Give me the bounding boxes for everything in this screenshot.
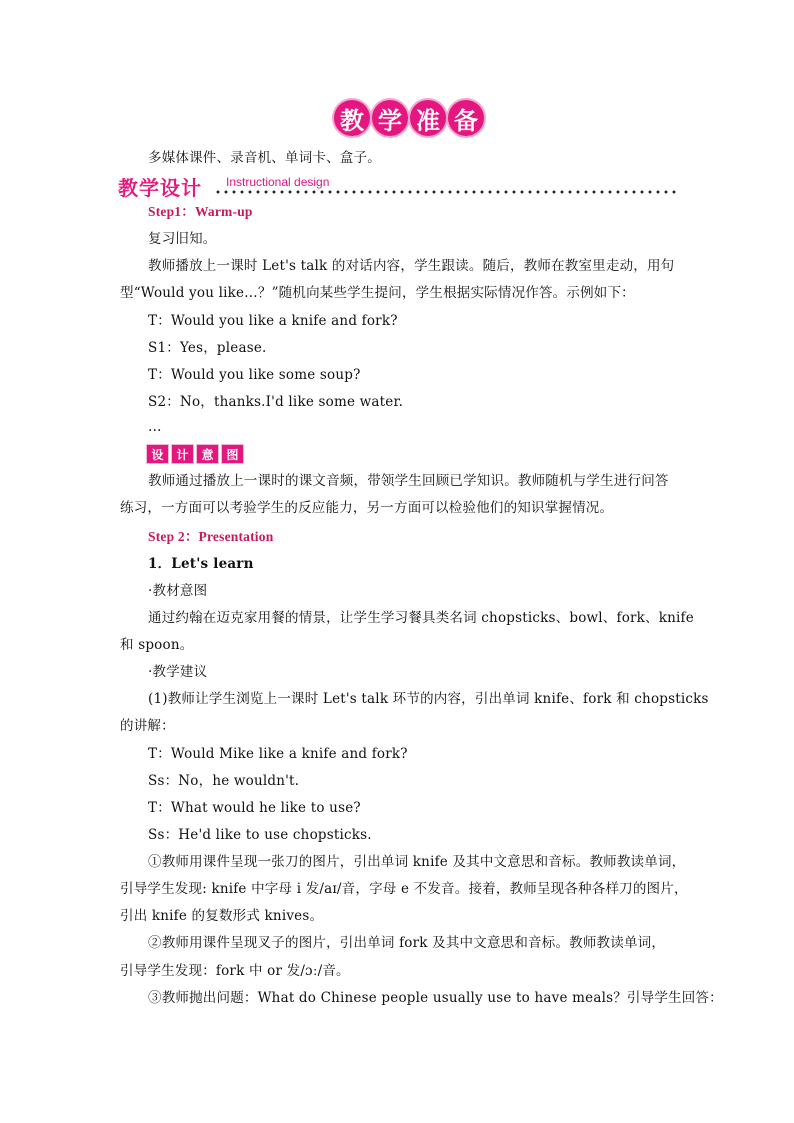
suggestion-text: (1)教师让学生浏览上一课时 Let's talk 环节的内容，引出单词 knife、fork 和 chopsticks [148, 691, 709, 707]
point-knife: ①教师用课件呈现一张刀的图片，引出单词 knife 及其中文意思和音标。教师教读单词， [148, 854, 686, 870]
dialog-line: Ss：He'd like to use chopsticks. [148, 827, 372, 843]
step1-paragraph: 型“Would you like…？”随机向某些学生提问，学生根据实际情况作答。示例如下： [120, 285, 635, 301]
dialog-ellipsis: … [148, 419, 162, 435]
title-teaching-preparation [334, 100, 484, 136]
material-intent-label: ·教材意图 [148, 583, 208, 599]
design-intent-text: 练习，一方面可以考验学生的反应能力，另一方面可以检验他们的知识掌握情况。 [120, 500, 614, 516]
dialog-line: T：What would he like to use? [148, 800, 361, 816]
section-title: 教学设计 [118, 176, 202, 200]
title-char: 备 [448, 100, 484, 136]
point-fork: 引导学生发现：fork 中 or 发/ɔː/音。 [120, 963, 350, 979]
dotted-divider [214, 190, 680, 194]
tag-char: 图 [221, 444, 244, 464]
step1-intro: 复习旧知。 [148, 231, 217, 247]
point-fork: ②教师用课件呈现叉子的图片，引出单词 fork 及其中文意思和音标。教师教读单词， [148, 935, 666, 951]
suggestion-text: 的讲解： [120, 718, 175, 734]
section-header [118, 172, 680, 200]
dialog-line: T：Would you like a knife and fork? [148, 313, 398, 329]
step1-paragraph: 教师播放上一课时 Let's talk 的对话内容，学生跟读。随后，教师在教室里走动，用句 [148, 258, 675, 274]
step1-heading: Step1：Warm-up [148, 204, 253, 219]
title-char: 教 [334, 100, 370, 136]
tag-char: 计 [171, 444, 194, 464]
dialog-line: T：Would you like some soup? [148, 367, 361, 383]
step2-subheading: 1．Let's learn [148, 556, 254, 572]
title-char: 准 [410, 100, 446, 136]
materials-text: 多媒体课件、录音机、单词卡、盒子。 [148, 150, 381, 166]
step2-heading: Step 2：Presentation [148, 529, 274, 544]
tag-char: 设 [146, 444, 169, 464]
tag-char: 意 [196, 444, 219, 464]
section-subtitle: Instructional design [226, 175, 330, 189]
dialog-line: S2：No，thanks.I'd like some water. [148, 394, 404, 410]
suggestion-label: ·教学建议 [148, 664, 208, 680]
title-char: 学 [372, 100, 408, 136]
dialog-line: Ss：No，he wouldn't. [148, 773, 300, 789]
point-question: ③教师抛出问题：What do Chinese people usually use to have meals？引导学生回答： [148, 990, 723, 1006]
design-intent-tag [146, 444, 244, 464]
point-knife: 引出 knife 的复数形式 knives。 [120, 908, 324, 924]
material-intent-text: 通过约翰在迈克家用餐的情景，让学生学习餐具类名词 chopsticks、bowl、fork、knife [148, 610, 694, 626]
point-knife: 引导学生发现: knife 中字母 i 发/aɪ/音，字母 e 不发音。接着，教师呈现各种各样刀的图片， [120, 881, 688, 897]
design-intent-text: 教师通过播放上一课时的课文音频，带领学生回顾已学知识。教师随机与学生进行问答 [148, 473, 669, 489]
material-intent-text: 和 spoon。 [120, 637, 194, 653]
dialog-line: S1：Yes，please. [148, 340, 267, 356]
dialog-line: T：Would Mike like a knife and fork? [148, 746, 408, 762]
